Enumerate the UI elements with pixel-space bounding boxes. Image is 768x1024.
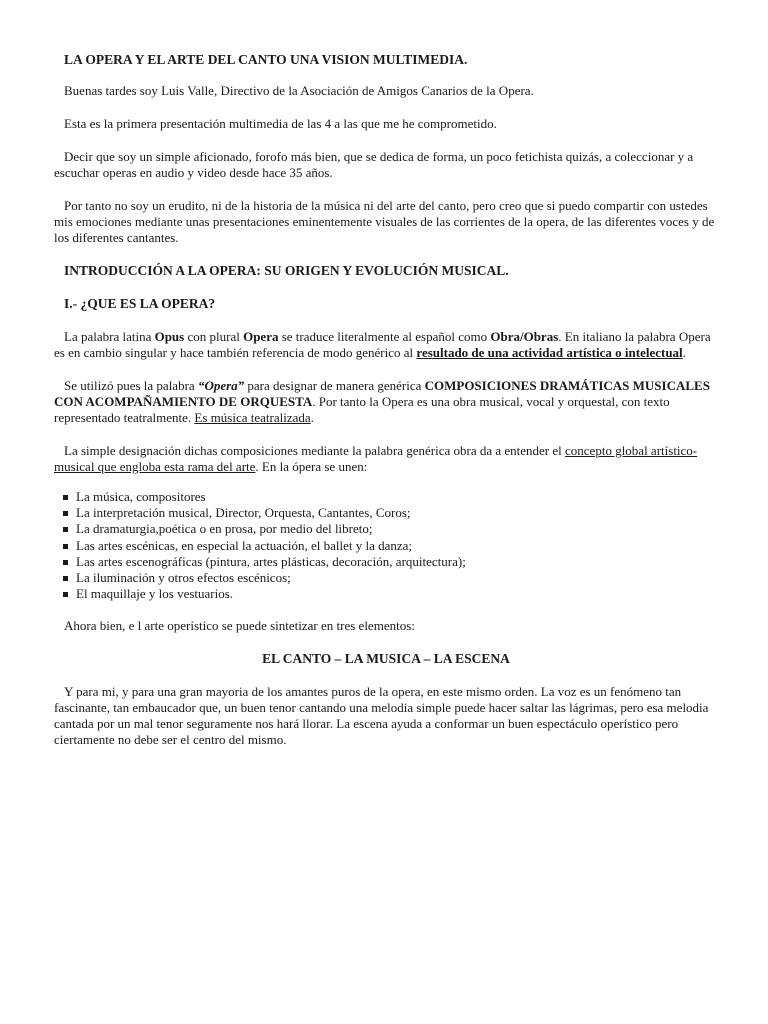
- emphasis-teatralizada: Es música teatralizada: [194, 410, 311, 425]
- paragraph-erudito: Por tanto no soy un erudito, ni de la historia de la música ni del arte del canto, pero creo que si puedo compartir con ustedes mis emociones mediante unas presentaciones eminentemente visuales de las corrientes de la opera, de las diferentes voces y de los diferentes cantantes.: [54, 198, 715, 245]
- section-heading-que-es-la-opera: I.- ¿QUE ES LA OPERA?: [64, 296, 216, 311]
- paragraph-sintetizar: Ahora bien, e l arte operístico se puede sintetizar en tres elementos:: [64, 618, 415, 634]
- list-item: La música, compositores: [76, 489, 718, 505]
- list-item: La dramaturgia,poética o en prosa, por medio del libreto;: [76, 521, 718, 537]
- list-item: Las artes escénicas, en especial la actuación, el ballet y la danza;: [76, 538, 718, 554]
- document-page: [54, 46, 718, 748]
- paragraph-aficionado: Decir que soy un simple aficionado, forofo más bien, que se dedica de forma, un poco fetichista quizás, a coleccionar y a escuchar operas en audio y video desde hace 35 años.: [54, 149, 694, 180]
- paragraph-presentation: Esta es la primera presentación multimedia de las 4 a las que me he comprometido.: [64, 116, 497, 131]
- list-item: La interpretación musical, Director, Orquesta, Cantantes, Coros;: [76, 505, 718, 521]
- paragraph-conclusion: Y para mi, y para una gran mayoria de los amantes puros de la opera, en este mismo orden. La voz es un fenómeno tan fascinante, tan embaucador que, un buen tenor cantando una melodia simple puede hacer saltar las lágrimas, pero esa melodia cantada por un mal tenor seguramente nos hará llorar. La escena ayuda a conformar un buen espectáculo operístico pero ciertamente no debe ser el centro del mismo.: [54, 684, 709, 748]
- centered-heading-elements: EL CANTO – LA MUSICA – LA ESCENA: [262, 651, 510, 667]
- elements-list: [54, 489, 718, 602]
- list-item: El maquillaje y los vestuarios.: [76, 586, 718, 602]
- emphasis-concepto: concepto global artístico-musical que engloba esta rama del arte: [54, 443, 698, 474]
- paragraph-opus: La palabra latina Opus con plural Opera se traduce literalmente al español como Obra/Obras. En italiano la palabra Opera es en cambio singular y hace también referencia de modo genérico al resultado de una actividad artística o intelectual.: [54, 329, 711, 360]
- document-title: LA OPERA Y EL ARTE DEL CANTO UNA VISION MULTIMEDIA.: [64, 52, 468, 67]
- list-item: La iluminación y otros efectos escénicos;: [76, 570, 718, 586]
- paragraph-composiciones: Se utilizó pues la palabra “Opera” para designar de manera genérica COMPOSICIONES DRAMÁTICAS MUSICALES CON ACOMPAÑAMIENTO DE ORQUESTA. Por tanto la Opera es una obra musical, vocal y orquestal, con texto representado teatralmente. Es música teatralizada.: [54, 378, 710, 425]
- list-item: Las artes escenográficas (pintura, artes plásticas, decoración, arquitectura);: [76, 554, 718, 570]
- emphasis-composiciones: COMPOSICIONES DRAMÁTICAS MUSICALES CON ACOMPAÑAMIENTO DE ORQUESTA: [54, 378, 710, 409]
- section-heading-introduccion: INTRODUCCIÓN A LA OPERA: SU ORIGEN Y EVOLUCIÓN MUSICAL.: [64, 263, 509, 278]
- emphasis-resultado: resultado de una actividad artística o intelectual: [416, 345, 683, 360]
- paragraph-intro: Buenas tardes soy Luis Valle, Directivo de la Asociación de Amigos Canarios de la Opera.: [64, 83, 534, 98]
- paragraph-designacion: La simple designación dichas composiciones mediante la palabra genérica obra da a entender el concepto global artístico-musical que engloba esta rama del arte. En la ópera se unen:: [54, 443, 698, 474]
